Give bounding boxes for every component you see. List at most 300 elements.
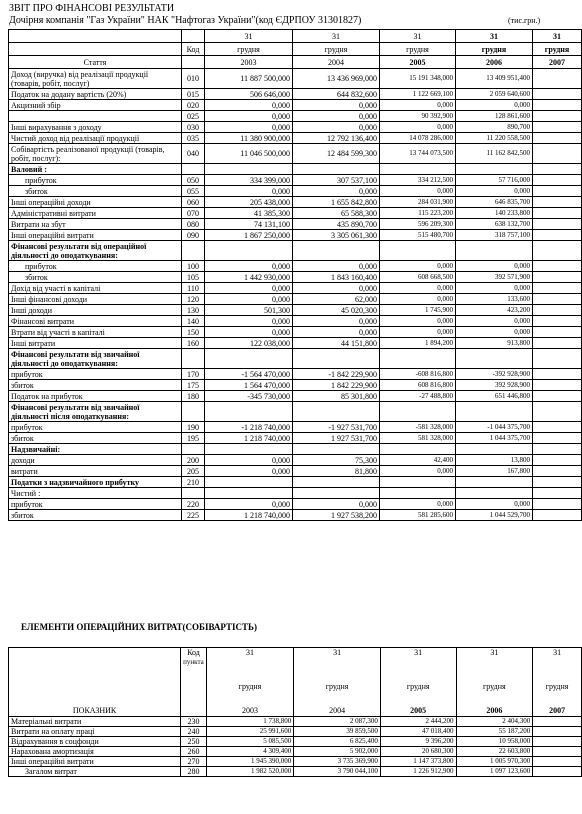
row-label: прибуток bbox=[9, 422, 182, 433]
row-value-2003: 1 945 390,000 bbox=[206, 757, 294, 767]
table-row bbox=[9, 433, 582, 444]
header-year: 2004 bbox=[294, 706, 381, 717]
row-value-2005: -27 488,800 bbox=[380, 391, 456, 402]
row-value-2004 bbox=[293, 477, 380, 488]
row-value-2003: 506 646,000 bbox=[205, 89, 293, 100]
row-code: 025 bbox=[182, 111, 205, 122]
table-row bbox=[9, 111, 582, 122]
row-value-2004: 39 859,500 bbox=[294, 727, 381, 737]
header-year: 2006 bbox=[456, 56, 533, 69]
table-row bbox=[9, 444, 582, 455]
row-value-2007 bbox=[533, 100, 582, 111]
row-code: 270 bbox=[181, 757, 207, 767]
row-value-2003: 0,000 bbox=[205, 316, 293, 327]
row-value-2004: 65 588,300 bbox=[293, 208, 380, 219]
row-label: збиток bbox=[9, 272, 182, 283]
header-year: 2003 bbox=[206, 706, 294, 717]
row-label: доходи bbox=[9, 455, 182, 466]
row-value-2006: 0,000 bbox=[456, 499, 533, 510]
row-value-2005: 0,000 bbox=[380, 283, 456, 294]
row-value-2006: 2 404,300 bbox=[456, 717, 533, 727]
row-value-2007 bbox=[533, 197, 582, 208]
row-label: Втрати від участі в капіталі bbox=[9, 327, 182, 338]
header-year: 2004 bbox=[293, 56, 380, 69]
row-value-2006: 2 059 640,600 bbox=[456, 89, 533, 100]
row-value-2007 bbox=[533, 283, 582, 294]
row-label: збиток bbox=[9, 433, 182, 444]
row-value-2005: 0,000 bbox=[380, 499, 456, 510]
table-row bbox=[9, 717, 582, 727]
table-row bbox=[9, 283, 582, 294]
row-value-2007 bbox=[533, 727, 582, 737]
row-value-2007 bbox=[533, 175, 582, 186]
table-row bbox=[9, 241, 582, 261]
row-label: Відрахування в соцфонди bbox=[9, 737, 181, 747]
row-value-2003 bbox=[205, 241, 293, 261]
row-value-2003: 0,000 bbox=[205, 186, 293, 197]
row-value-2005: 0,000 bbox=[380, 327, 456, 338]
row-value-2007 bbox=[533, 338, 582, 349]
row-value-2007 bbox=[533, 747, 582, 757]
row-value-2005: 20 680,300 bbox=[380, 747, 456, 757]
row-value-2005: 1 147 373,800 bbox=[380, 757, 456, 767]
row-value-2005: 0,000 bbox=[380, 122, 456, 133]
row-value-2005 bbox=[380, 349, 456, 369]
table-row bbox=[9, 477, 582, 488]
row-value-2004: 3 735 369,900 bbox=[294, 757, 381, 767]
row-code: 030 bbox=[182, 122, 205, 133]
row-value-2007 bbox=[533, 208, 582, 219]
row-value-2005: 47 018,400 bbox=[380, 727, 456, 737]
row-value-2005 bbox=[380, 477, 456, 488]
header-year: 2006 bbox=[456, 706, 533, 717]
row-code: 120 bbox=[182, 294, 205, 305]
row-code: 140 bbox=[182, 316, 205, 327]
row-label: Податок на прибуток bbox=[9, 391, 182, 402]
table-row bbox=[9, 305, 582, 316]
row-value-2006: 133,600 bbox=[456, 294, 533, 305]
row-value-2004: 12 484 599,300 bbox=[293, 144, 380, 164]
row-value-2003: 1 442 930,000 bbox=[205, 272, 293, 283]
row-value-2005 bbox=[380, 402, 456, 422]
header-month: грудня bbox=[456, 43, 533, 56]
row-value-2003: 0,000 bbox=[205, 122, 293, 133]
row-value-2005 bbox=[380, 164, 456, 175]
header-year: 2003 bbox=[205, 56, 293, 69]
row-value-2004: -1 842 229,900 bbox=[293, 369, 380, 380]
row-code: 175 bbox=[182, 380, 205, 391]
row-value-2007 bbox=[533, 422, 582, 433]
row-value-2006: 11 220 558,500 bbox=[456, 133, 533, 144]
row-label: Собівартість реалізованої продукції (товарів, робіт, послуг): bbox=[9, 144, 182, 164]
table-row bbox=[9, 757, 582, 767]
row-value-2007 bbox=[533, 144, 582, 164]
row-value-2004: 3 790 044,100 bbox=[294, 767, 381, 777]
row-code: 200 bbox=[182, 455, 205, 466]
report-title: ЗВІТ ПРО ФІНАНСОВІ РЕЗУЛЬТАТИ bbox=[9, 3, 175, 14]
row-value-2005: 2 444,200 bbox=[380, 717, 456, 727]
row-value-2006: 140 233,800 bbox=[456, 208, 533, 219]
row-value-2007 bbox=[533, 767, 582, 777]
row-value-2006 bbox=[456, 477, 533, 488]
row-label: Інші операційні витрати bbox=[9, 230, 182, 241]
row-value-2006: -392 928,900 bbox=[456, 369, 533, 380]
row-value-2005: 13 744 073,500 bbox=[380, 144, 456, 164]
table-row bbox=[9, 175, 582, 186]
row-value-2003: 0,000 bbox=[205, 499, 293, 510]
row-value-2004: -1 927 531,700 bbox=[293, 422, 380, 433]
table-row bbox=[9, 197, 582, 208]
row-value-2004: 44 151,800 bbox=[293, 338, 380, 349]
table-row bbox=[9, 186, 582, 197]
row-value-2003: 11 380 900,000 bbox=[205, 133, 293, 144]
row-value-2007 bbox=[533, 305, 582, 316]
row-value-2004: 1 842 229,900 bbox=[293, 380, 380, 391]
row-label: Матеріальні витрати bbox=[9, 717, 181, 727]
row-value-2006: 0,000 bbox=[456, 283, 533, 294]
row-value-2006: 1 005 970,300 bbox=[456, 757, 533, 767]
header-month: грудня bbox=[456, 682, 533, 692]
row-value-2006: 1 097 123,600 bbox=[456, 767, 533, 777]
row-value-2004: 0,000 bbox=[293, 499, 380, 510]
row-value-2004: 0,000 bbox=[293, 111, 380, 122]
row-value-2004: 12 792 136,400 bbox=[293, 133, 380, 144]
row-value-2007 bbox=[533, 219, 582, 230]
header-day: 31 bbox=[205, 30, 293, 43]
row-label: прибуток bbox=[9, 369, 182, 380]
row-value-2006: 638 132,700 bbox=[456, 219, 533, 230]
row-value-2003: 0,000 bbox=[205, 327, 293, 338]
row-code: 015 bbox=[182, 89, 205, 100]
row-value-2005: 0,000 bbox=[380, 294, 456, 305]
row-value-2006: 128 861,600 bbox=[456, 111, 533, 122]
row-label: Доход (виручка) від реалізації продукції (товарів, робіт, послуг) bbox=[9, 69, 182, 89]
row-value-2007 bbox=[533, 316, 582, 327]
row-value-2006: 913,800 bbox=[456, 338, 533, 349]
row-value-2004: 0,000 bbox=[293, 316, 380, 327]
header-day: 31 bbox=[533, 648, 582, 658]
row-value-2005: 14 078 286,000 bbox=[380, 133, 456, 144]
row-code: 220 bbox=[182, 499, 205, 510]
header-day: 31 bbox=[380, 648, 456, 658]
row-label: Фінансові результати від звичайної діяльності до оподаткування: bbox=[9, 349, 182, 369]
row-code: 130 bbox=[182, 305, 205, 316]
row-value-2004: 85 301,800 bbox=[293, 391, 380, 402]
row-code: 205 bbox=[182, 466, 205, 477]
row-value-2003: -1 218 740,000 bbox=[205, 422, 293, 433]
spacer-row bbox=[9, 692, 582, 706]
row-value-2004: 0,000 bbox=[293, 261, 380, 272]
row-value-2004: 62,000 bbox=[293, 294, 380, 305]
row-value-2005 bbox=[380, 241, 456, 261]
row-label: Фінансові витрати bbox=[9, 316, 182, 327]
row-value-2004: 1 927 531,700 bbox=[293, 433, 380, 444]
row-label: збиток bbox=[9, 186, 182, 197]
row-value-2005: 42,400 bbox=[380, 455, 456, 466]
header-year: 2007 bbox=[533, 706, 582, 717]
row-value-2006: 1 044 529,700 bbox=[456, 510, 533, 521]
row-code: 240 bbox=[181, 727, 207, 737]
row-label: Надзвичайні: bbox=[9, 444, 182, 455]
row-value-2004: 1 655 842,800 bbox=[293, 197, 380, 208]
row-label: збиток bbox=[9, 380, 182, 391]
table-row bbox=[9, 230, 582, 241]
row-value-2003: 1 867 250,000 bbox=[205, 230, 293, 241]
row-value-2003: 4 309,400 bbox=[206, 747, 294, 757]
row-value-2007 bbox=[533, 369, 582, 380]
row-code: 110 bbox=[182, 283, 205, 294]
row-code: 150 bbox=[182, 327, 205, 338]
row-value-2007 bbox=[533, 433, 582, 444]
row-value-2005: -581 328,000 bbox=[380, 422, 456, 433]
row-value-2007 bbox=[533, 272, 582, 283]
table-row bbox=[9, 499, 582, 510]
row-value-2006: 22 603,800 bbox=[456, 747, 533, 757]
row-value-2003: 1 218 740,000 bbox=[205, 433, 293, 444]
row-value-2005: 15 191 348,000 bbox=[380, 69, 456, 89]
row-code bbox=[182, 241, 205, 261]
row-value-2007 bbox=[533, 241, 582, 261]
row-value-2003: 11 887 500,000 bbox=[205, 69, 293, 89]
financial-results-table bbox=[8, 29, 582, 521]
header-month: грудня bbox=[533, 682, 582, 692]
row-value-2003: 334 399,000 bbox=[205, 175, 293, 186]
table-row bbox=[9, 402, 582, 422]
row-code: 010 bbox=[182, 69, 205, 89]
row-value-2007 bbox=[533, 69, 582, 89]
row-label: витрати bbox=[9, 466, 182, 477]
table-row bbox=[9, 369, 582, 380]
header-month: грудня bbox=[294, 682, 381, 692]
table-row bbox=[9, 380, 582, 391]
header-row-month bbox=[9, 43, 582, 56]
header-day: 31 bbox=[533, 30, 582, 43]
row-value-2007 bbox=[533, 133, 582, 144]
row-value-2007 bbox=[533, 122, 582, 133]
row-code: 020 bbox=[182, 100, 205, 111]
row-code: 160 bbox=[182, 338, 205, 349]
table-row bbox=[9, 208, 582, 219]
row-value-2006: 1 044 375,700 bbox=[456, 433, 533, 444]
row-value-2004: 45 020,300 bbox=[293, 305, 380, 316]
row-value-2005: 581 285,600 bbox=[380, 510, 456, 521]
row-value-2005: 0,000 bbox=[380, 186, 456, 197]
row-value-2006: 13 409 951,400 bbox=[456, 69, 533, 89]
row-code: 105 bbox=[182, 272, 205, 283]
row-value-2006 bbox=[456, 241, 533, 261]
company-subtitle: Дочірня компанія "Газ України" НАК "Нафтогаз України"(код ЄДРПОУ 31301827) bbox=[9, 15, 362, 26]
row-code bbox=[182, 444, 205, 455]
row-value-2007 bbox=[533, 164, 582, 175]
table-row bbox=[9, 391, 582, 402]
row-code: 210 bbox=[182, 477, 205, 488]
row-value-2004: 0,000 bbox=[293, 122, 380, 133]
row-value-2005: 334 212,500 bbox=[380, 175, 456, 186]
row-code: 190 bbox=[182, 422, 205, 433]
row-label: Чистий : bbox=[9, 488, 182, 499]
row-value-2006 bbox=[456, 164, 533, 175]
row-value-2005: 1 122 669,100 bbox=[380, 89, 456, 100]
row-value-2007 bbox=[533, 261, 582, 272]
header-month: грудня bbox=[380, 43, 456, 56]
row-value-2006: 890,700 bbox=[456, 122, 533, 133]
table-row bbox=[9, 219, 582, 230]
header-month: грудня bbox=[293, 43, 380, 56]
table-row bbox=[9, 164, 582, 175]
row-value-2007 bbox=[533, 757, 582, 767]
row-value-2006: 651 446,800 bbox=[456, 391, 533, 402]
table-row bbox=[9, 133, 582, 144]
row-value-2005: 608 668,500 bbox=[380, 272, 456, 283]
row-value-2003: 0,000 bbox=[205, 111, 293, 122]
table-row bbox=[9, 767, 582, 777]
row-value-2004: 435 890,700 bbox=[293, 219, 380, 230]
row-value-2007 bbox=[533, 294, 582, 305]
row-value-2003: 1 218 740,000 bbox=[205, 510, 293, 521]
row-value-2005: 0,000 bbox=[380, 466, 456, 477]
row-value-2004 bbox=[293, 444, 380, 455]
row-value-2007 bbox=[533, 186, 582, 197]
row-value-2003: 0,000 bbox=[205, 283, 293, 294]
row-code: 170 bbox=[182, 369, 205, 380]
row-code: 035 bbox=[182, 133, 205, 144]
row-value-2007 bbox=[533, 466, 582, 477]
row-label: Акцизний збір bbox=[9, 100, 182, 111]
row-value-2003 bbox=[205, 444, 293, 455]
row-label: Витрати на оплату праці bbox=[9, 727, 181, 737]
row-value-2005 bbox=[380, 488, 456, 499]
row-value-2006: 55 187,200 bbox=[456, 727, 533, 737]
row-value-2006: 57 716,000 bbox=[456, 175, 533, 186]
row-value-2007 bbox=[533, 455, 582, 466]
header-article: Стаття bbox=[9, 56, 182, 69]
row-label: Інші доходи bbox=[9, 305, 182, 316]
table-row bbox=[9, 327, 582, 338]
row-value-2003: 11 046 500,000 bbox=[205, 144, 293, 164]
header-day: 31 bbox=[206, 648, 294, 658]
table-row bbox=[9, 349, 582, 369]
header-month: грудня bbox=[533, 43, 582, 56]
row-value-2004: 6 825,400 bbox=[294, 737, 381, 747]
row-value-2007 bbox=[533, 717, 582, 727]
row-value-2004: 0,000 bbox=[293, 283, 380, 294]
row-value-2005: 9 396,200 bbox=[380, 737, 456, 747]
row-value-2004 bbox=[293, 488, 380, 499]
row-code: 050 bbox=[182, 175, 205, 186]
table-row bbox=[9, 144, 582, 164]
row-label: Витрати на збут bbox=[9, 219, 182, 230]
row-value-2003: 0,000 bbox=[205, 261, 293, 272]
row-value-2007 bbox=[533, 488, 582, 499]
row-value-2007 bbox=[533, 380, 582, 391]
table-row bbox=[9, 488, 582, 499]
header-day: 31 bbox=[380, 30, 456, 43]
row-value-2005: 1 745,900 bbox=[380, 305, 456, 316]
row-value-2005: 1 894,200 bbox=[380, 338, 456, 349]
header-month: грудня bbox=[380, 682, 456, 692]
row-value-2006 bbox=[456, 349, 533, 369]
row-value-2004: 1 843 160,400 bbox=[293, 272, 380, 283]
row-code: 180 bbox=[182, 391, 205, 402]
row-code: 260 bbox=[181, 747, 207, 757]
row-value-2006: 318 757,100 bbox=[456, 230, 533, 241]
row-value-2004: 644 832,600 bbox=[293, 89, 380, 100]
row-label: Нарахована амортизація bbox=[9, 747, 181, 757]
row-value-2007 bbox=[533, 111, 582, 122]
row-code: 195 bbox=[182, 433, 205, 444]
row-value-2005: 596 209,300 bbox=[380, 219, 456, 230]
row-label: Валовий : bbox=[9, 164, 182, 175]
row-code: 080 bbox=[182, 219, 205, 230]
row-label: Інші фінансові доходи bbox=[9, 294, 182, 305]
row-value-2007 bbox=[533, 349, 582, 369]
table-row bbox=[9, 69, 582, 89]
table-row bbox=[9, 316, 582, 327]
row-value-2003: 0,000 bbox=[205, 100, 293, 111]
row-value-2004 bbox=[293, 241, 380, 261]
row-code: 100 bbox=[182, 261, 205, 272]
row-value-2003: -345 730,000 bbox=[205, 391, 293, 402]
row-value-2006: 0,000 bbox=[456, 327, 533, 338]
row-code: 230 bbox=[181, 717, 207, 727]
row-value-2003: 1 564 470,000 bbox=[205, 380, 293, 391]
row-value-2007 bbox=[533, 230, 582, 241]
header-code: Код bbox=[182, 43, 205, 56]
table-row bbox=[9, 747, 582, 757]
row-value-2007 bbox=[533, 391, 582, 402]
row-value-2003: 501,300 bbox=[205, 305, 293, 316]
header-month: грудня bbox=[206, 682, 294, 692]
row-value-2006: 0,000 bbox=[456, 186, 533, 197]
row-value-2004: 1 927 538,200 bbox=[293, 510, 380, 521]
row-value-2005: 284 031,900 bbox=[380, 197, 456, 208]
row-value-2004 bbox=[293, 349, 380, 369]
row-value-2006: 13,800 bbox=[456, 455, 533, 466]
row-value-2006: 392 571,900 bbox=[456, 272, 533, 283]
row-value-2004 bbox=[293, 402, 380, 422]
row-value-2006 bbox=[456, 488, 533, 499]
row-value-2003: 25 991,600 bbox=[206, 727, 294, 737]
row-value-2004: 2 087,300 bbox=[294, 717, 381, 727]
row-value-2006: 423,200 bbox=[456, 305, 533, 316]
row-value-2004 bbox=[293, 164, 380, 175]
row-value-2006: 392 928,900 bbox=[456, 380, 533, 391]
row-code bbox=[182, 164, 205, 175]
row-value-2004: 5 902,000 bbox=[294, 747, 381, 757]
table-row bbox=[9, 338, 582, 349]
row-value-2006: 646 835,700 bbox=[456, 197, 533, 208]
row-value-2005: 1 226 912,900 bbox=[380, 767, 456, 777]
header-year: 2007 bbox=[533, 56, 582, 69]
row-code: 225 bbox=[182, 510, 205, 521]
unit-label: (тис.грн.) bbox=[508, 16, 541, 25]
row-value-2007 bbox=[533, 444, 582, 455]
row-label: Фінансові результати від операційної діяльності до оподаткування: bbox=[9, 241, 182, 261]
table-row bbox=[9, 100, 582, 111]
spacer-row bbox=[9, 668, 582, 682]
row-value-2003: 0,000 bbox=[205, 466, 293, 477]
row-value-2007 bbox=[533, 499, 582, 510]
table-row bbox=[9, 122, 582, 133]
section-title: ЕЛЕМЕНТИ ОПЕРАЦІЙНИХ ВИТРАТ(СОБІВАРТІСТЬ) bbox=[21, 622, 257, 632]
header-row-code bbox=[9, 658, 582, 668]
row-value-2003 bbox=[205, 349, 293, 369]
row-label: Податки з надзвичайного прибутку bbox=[9, 477, 182, 488]
table-row bbox=[9, 89, 582, 100]
table-row bbox=[9, 727, 582, 737]
row-value-2005: 0,000 bbox=[380, 100, 456, 111]
header-day: 31 bbox=[293, 30, 380, 43]
